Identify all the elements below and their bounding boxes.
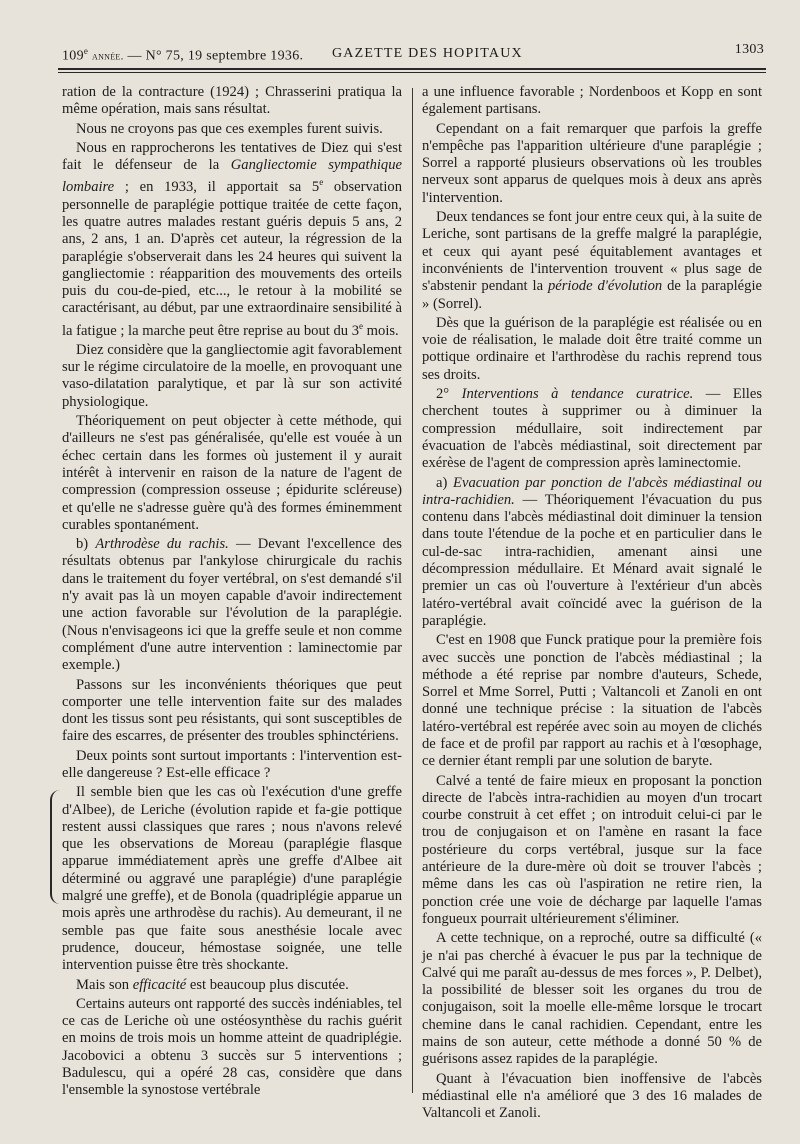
paragraph: Deux points sont surtout importants : l'intervention est-elle dangereuse ? Est-elle efficace ? (62, 747, 402, 781)
year-number: 109 (62, 48, 84, 64)
left-column (62, 84, 402, 1100)
paragraph: Passons sur les inconvénients théoriques que peut comporter une telle intervention faite sur des malades dont les tissus sont peu résistants, qui sont susceptibles de faire des escarres, de présenter des troubles sphinctériens. (62, 676, 402, 745)
column-divider (412, 88, 413, 1093)
text: ; en 1933, il apportait sa 5 (114, 179, 320, 196)
issue-info (62, 46, 303, 65)
text: mois. (363, 322, 399, 339)
right-column (422, 84, 762, 1123)
superscript: e (359, 320, 364, 331)
paragraph: Théoriquement on peut objecter à cette méthode, qui d'ailleurs ne s'est pas généralisée, qu'elle est vouée à un échec certain dans les formes où justement il y aurait intérêt à intervenir en raison de la nature de l'agent de compression (compression osseuse ; épidurite scléreuse) et qu'elle ne s'adresse guère qu'à des formes éminemment curables spontanément. (62, 413, 402, 533)
superscript: e (319, 177, 324, 188)
journal-title: GAZETTE DES HOPITAUX (332, 46, 523, 61)
emphasis: efficacité (132, 976, 187, 993)
text: — Devant l'excellence des résultats obtenus par l'ankylose chirurgicale du rachis dans le traitement du foyer vertébral, on s'est demandé s'il n'y avait pas là un moyen capable d'avoir indirectement une action favorable sur l'évolution de la paraplégie. (Nous n'envisageons ici que la greffe seule et non comme complément d'une autre intervention : laminectomie par exemple.) (62, 536, 402, 674)
annee-label: année. (92, 50, 124, 63)
text: — Elles cherchent toutes à supprimer ou à diminuer la compression médullaire, soit indirectement par évacuation de l'abcès médiastinal, soit directement par exérèse de l'agent de compression après laminectomie. (422, 386, 762, 472)
section-title: Interventions à tendance curatrice. (461, 386, 694, 403)
paragraph-bracketed: Il semble bien que les cas où l'exécution d'une greffe d'Albee), de Leriche (évolution rapide et fa-gie pottique restent aussi classiques que rares ; nous n'avons relevé que les observations de Moreau (paraplégie flasque apparue immédiatement après une greffe d'Albee ait déterminé ou aggravé une paraplégie) d'une paraplégie malgré une greffe), et de Bonola (quadriplégie apparue un mois après une arthrodèse du rachis). Au demeurant, il ne semble pas que faite sous anesthésie locale avec prudence, douceur, hémostase soignée, une telle intervention puisse être très shockante. (62, 784, 402, 974)
handwritten-bracket-mark (50, 790, 66, 904)
paragraph: Dès que la guérison de la paraplégie est réalisée ou en voie de réalisation, le malade doit être traité comme un pottique ordinaire et l'arthrodèse du rachis reprend tous ses droits. (422, 314, 762, 383)
text: de la paraplégie » (Sorrel). (422, 278, 762, 312)
page-header (62, 42, 764, 64)
text: est beaucoup plus discutée. (186, 976, 349, 993)
paragraph: C'est en 1908 que Funck pratique pour la première fois avec succès une ponction de l'abcès médiastinal ; la méthode a été reprise par nombre d'auteurs, Schede, Sorrel et Mme Sorrel, Putti ; Valtancoli et Zanoli en ont donné une technique précise : la situation de l'abcès latéro-vertébral est repérée avec soin au moyen de clichés de face et de profil par rapport au rachis et à l'œsophage, ce dernier étant rempli par une solution de baryte. (422, 632, 762, 770)
paragraph (422, 386, 762, 472)
issue-date: — N° 75, 19 septembre 1936. (123, 48, 304, 64)
paragraph-diez (62, 140, 402, 340)
paragraph: Diez considère que la gangliectomie agit favorablement sur le régime circulatoire de la moelle, en provoquant une vaso-dilatation paralytique, et par là sur son activité physiologique. (62, 341, 402, 410)
text: a) (436, 474, 454, 491)
paragraph: Quant à l'évacuation bien inoffensive de l'abcès médiastinal elle n'a amélioré que 3 des 16 malades de Valtancoli et Zanoli. (422, 1070, 762, 1122)
text: 2° (436, 386, 462, 403)
text: observation personnelle de paraplégie pottique traitée de cette façon, les quatre autres malades restant guéris depuis 5 ans, 2 ans, 2 ans, 1 an. D'après cet auteur, la régression de la paraplégie s'observerait dans les 24 heures qui suivent la gangliectomie : réapparition des mouvements des orteils puis du cou-de-pied, etc..., le retour à la mobilité se caractérisant, au début, par une extraordinaire sensibilité à la fatigue ; la marche peut être reprise au bout du 3 (62, 179, 402, 339)
emphasis: Gangliectomie sympathique lombaire (62, 157, 402, 196)
text: Deux tendances se font jour entre ceux qui, à la suite de Leriche, sont partisans de la greffe malgré la paraplégie, et ceux qui ayant pesé équitablement avantages et inconvénients de l'intervention trouvent « plus sage de s'abstenir pendant la (422, 209, 762, 295)
year-suffix: e (83, 46, 89, 56)
text: Mais son (76, 976, 133, 993)
paragraph-efficacite (62, 977, 402, 994)
paragraph: Calvé a tenté de faire mieux en proposant la ponction directe de l'abcès intra-rachidien au moyen d'un trocart courbe construit à cet effet ; on introduit celui-ci par le trou de conjugaison et on l'amène en rasant la face postérieure du corps vertébral, jusque sur la face antérieure de la dure-mère où doit se trouver l'abcès ; même dans les cas où l'aspiration ne retire rien, la ponction crée une voie de décharge par laquelle l'amas fongueux pourrait ultérieurement s'éliminer. (422, 772, 762, 927)
page-number: 1303 (734, 42, 764, 57)
paragraph: Cependant on a fait remarquer que parfois la greffe n'empêche pas l'apparition ultérieure d'une paraplégie ; Sorrel a rapporté plusieurs observations où les troubles nerveux sont apparus de quelques mois à deux ans après l'intervention. (422, 120, 762, 206)
paragraph-arthrodese (62, 536, 402, 674)
paragraph: Certains auteurs ont rapporté des succès indéniables, tel ce cas de Leriche où une ostéosynthèse du rachis guérit en moins de trois mois un homme atteint de quadriplégie. Jacobovici a obtenu 3 succès sur 5 interventions ; Badulescu, qui a opéré 28 cas, considère que dans l'ensemble la synostose vertébrale (62, 995, 402, 1099)
paragraph (422, 209, 762, 313)
paragraph: A cette technique, on a reproché, outre sa difficulté (« je n'ai pas cherché à évacuer le pus par la technique de Calvé qui me paraît au-dessus de mes forces », P. Delbet), la possibilité de blesser soit les organes du trou de conjugaison, soit la moelle elle-même lorsque le trocart chemine dans le canal rachidien. Cependant, entre les mains de son auteur, cette méthode a donné 50 % de guérisons assez rapides de la paraplégie. (422, 930, 762, 1068)
emphasis: période d'évolution (547, 278, 663, 295)
header-rule-thin (58, 72, 766, 73)
paragraph: a une influence favorable ; Nordenboos et Kopp en sont également partisans. (422, 84, 762, 118)
paragraph (422, 475, 762, 631)
text: — Théoriquement l'évacuation du pus contenu dans l'abcès médiastinal doit diminuer la tension dans toute l'étendue de la poche et en particulier dans le cul-de-sac intra-rachidien, amenant ainsi une décompression médullaire. Et Ménard avait signalé le premier un cas où l'ouverture à l'extérieur d'un abcès latéro-vertébral avait coïncidé avec la guérison de la paraplégie. (422, 491, 762, 629)
paragraph: Nous ne croyons pas que ces exemples furent suivis. (76, 120, 383, 137)
paragraph: ration de la contracture (1924) ; Chrasserini pratiqua la même opération, mais sans résultat. (62, 84, 402, 118)
header-rule-thick (58, 68, 766, 70)
section-title: Arthrodèse du rachis. (95, 536, 229, 553)
text: b) (76, 536, 96, 553)
section-title: Evacuation par ponction de l'abcès médiastinal ou intra-rachidien. (422, 474, 762, 508)
text: Nous en rapprocherons les tentatives de Diez qui s'est fait le défenseur de la (62, 139, 402, 174)
